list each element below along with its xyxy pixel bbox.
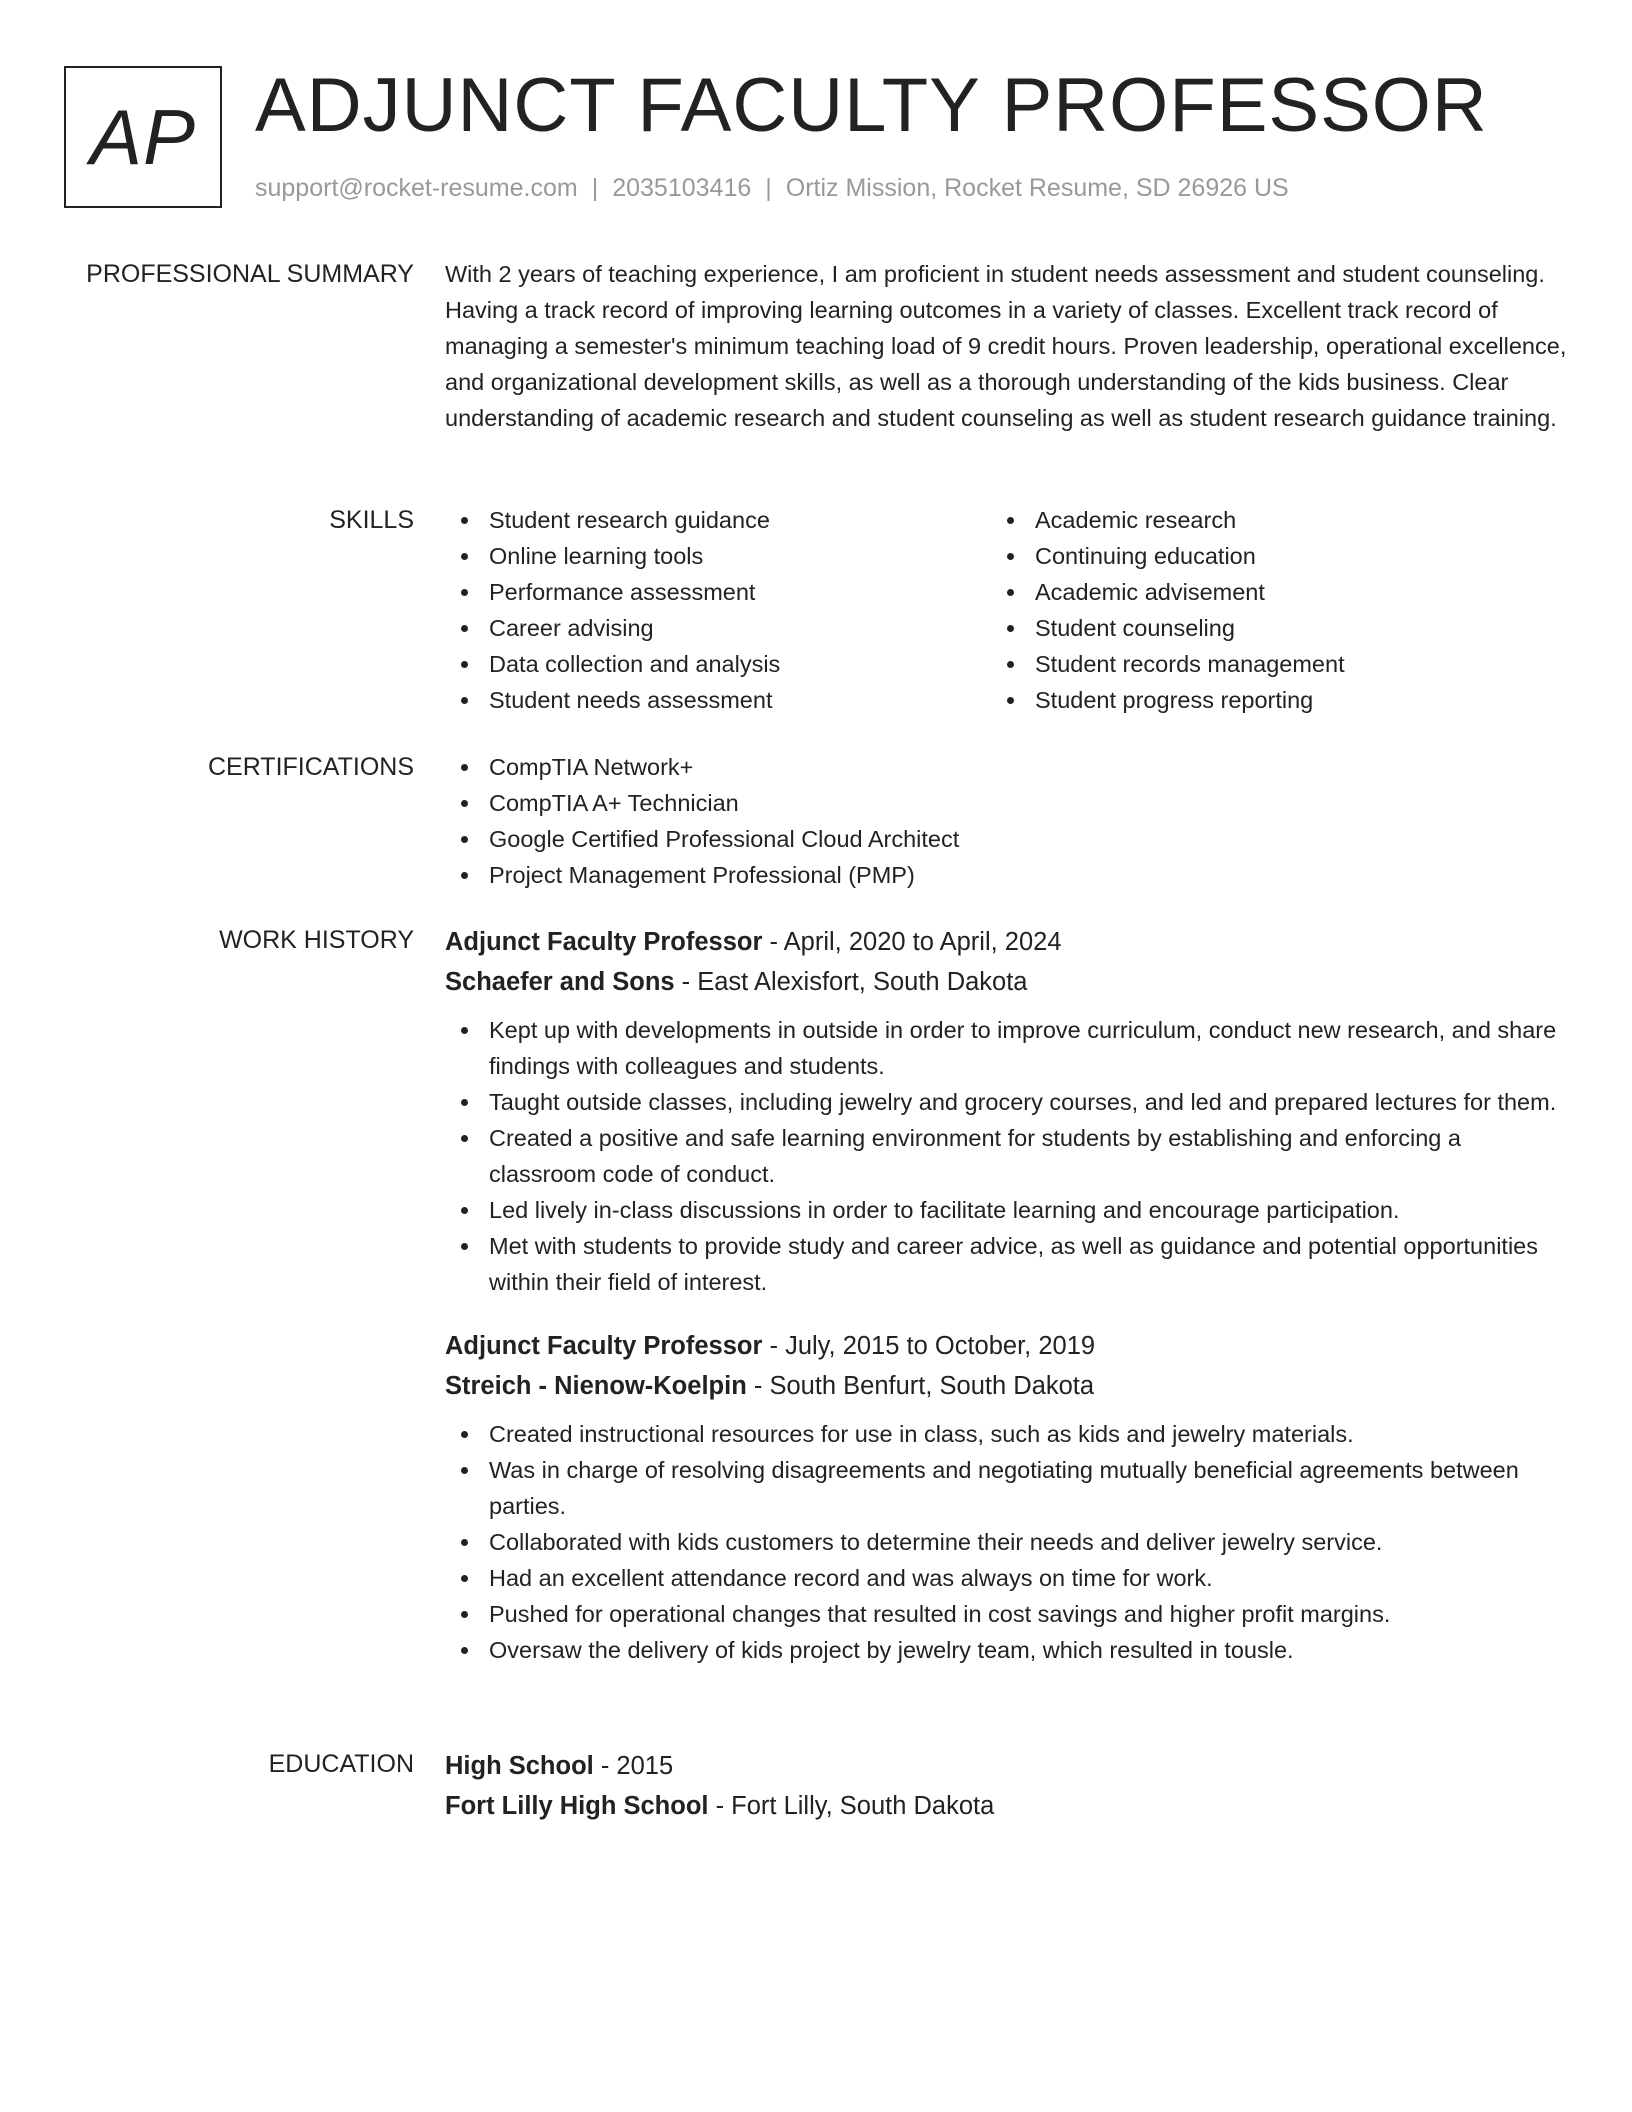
job-bullet: Collaborated with kids customers to determine their needs and deliver jewelry service. <box>445 1524 1568 1560</box>
summary-text: With 2 years of teaching experience, I am proficient in student needs assessment and student counseling. Having a track record of improving learning outcomes in a variety of classes. Excellent track record of managing a semester's minimum teaching load of 9 credit hours. Proven leadership, operational excellence, and organizational development skills, as well as a thorough understanding of the kids business. Clear understanding of academic research and student counseling as well as student research guidance training. <box>445 261 1567 431</box>
job-bullet: Oversaw the delivery of kids project by jewelry team, which resulted in tousle. <box>445 1632 1568 1668</box>
skill-item: Academic advisement <box>991 574 1537 610</box>
education-body <box>445 1746 1568 1826</box>
job-title-line <box>445 922 1568 962</box>
education-degree: High School <box>445 1752 594 1780</box>
job-bullet: Met with students to provide study and career advice, as well as guidance and potential opportunities within their field of interest. <box>445 1228 1568 1300</box>
job-location: - South Benfurt, South Dakota <box>746 1372 1095 1400</box>
job-title-line <box>445 1326 1568 1366</box>
education-year: - 2015 <box>593 1752 674 1780</box>
summary-label: PROFESSIONAL SUMMARY <box>86 260 414 288</box>
job-bullets <box>445 1416 1568 1668</box>
skill-item: Student research guidance <box>445 502 991 538</box>
job-title: Adjunct Faculty Professor <box>445 928 763 956</box>
work-history-label: WORK HISTORY <box>219 926 414 954</box>
skill-item: Academic research <box>991 502 1537 538</box>
job-bullet: Had an excellent attendance record and was always on time for work. <box>445 1560 1568 1596</box>
certification-item: CompTIA Network+ <box>445 749 1568 785</box>
job-bullet: Taught outside classes, including jewelry and grocery courses, and led and prepared lectures for them. <box>445 1084 1568 1120</box>
job-dates: - July, 2015 to October, 2019 <box>762 1332 1096 1360</box>
skills-left-column <box>445 502 991 718</box>
resume-name: ADJUNCT FACULTY PROFESSOR <box>255 63 1488 148</box>
job-company: Streich - Nienow-Koelpin <box>445 1372 747 1400</box>
skill-item: Career advising <box>445 610 991 646</box>
education-school: Fort Lilly High School <box>445 1792 709 1820</box>
job-bullet: Kept up with developments in outside in order to improve curriculum, conduct new research, and share findings with colleagues and students. <box>445 1012 1568 1084</box>
job-entry <box>445 1326 1568 1668</box>
education-school-line <box>445 1786 1568 1826</box>
initials-monogram: AP <box>64 66 222 208</box>
skill-item: Continuing education <box>991 538 1537 574</box>
job-company-line <box>445 1366 1568 1406</box>
job-company: Schaefer and Sons <box>445 968 675 996</box>
skills-list <box>445 502 1568 718</box>
job-dates: - April, 2020 to April, 2024 <box>762 928 1062 956</box>
resume-header <box>64 63 1568 212</box>
skill-item: Student counseling <box>991 610 1537 646</box>
job-bullets <box>445 1012 1568 1300</box>
job-title: Adjunct Faculty Professor <box>445 1332 763 1360</box>
certification-item: CompTIA A+ Technician <box>445 785 1568 821</box>
job-location: - East Alexisfort, South Dakota <box>674 968 1028 996</box>
certification-item: Google Certified Professional Cloud Architect <box>445 821 1568 857</box>
contact-line <box>255 174 1289 203</box>
skill-item: Student progress reporting <box>991 682 1537 718</box>
certification-item: Project Management Professional (PMP) <box>445 857 1568 893</box>
certifications-label: CERTIFICATIONS <box>207 753 414 781</box>
contact-phone: 2035103416 <box>612 174 752 202</box>
skill-item: Data collection and analysis <box>445 646 991 682</box>
skill-item: Student needs assessment <box>445 682 991 718</box>
work-history-body <box>445 922 1568 1668</box>
job-bullet: Created a positive and safe learning environment for students by establishing and enforcing a classroom code of conduct. <box>445 1120 1568 1192</box>
contact-email: support@rocket-resume.com <box>255 174 578 202</box>
education-label: EDUCATION <box>268 1750 414 1778</box>
contact-separator: | <box>765 174 772 202</box>
job-bullet: Led lively in-class discussions in order to facilitate learning and encourage participation. <box>445 1192 1568 1228</box>
certifications-list <box>445 749 1568 893</box>
education-degree-line <box>445 1746 1568 1786</box>
job-bullet: Pushed for operational changes that resulted in cost savings and higher profit margins. <box>445 1596 1568 1632</box>
job-entry <box>445 922 1568 1300</box>
job-company-line <box>445 962 1568 1002</box>
skills-label: SKILLS <box>329 506 414 534</box>
skill-item: Student records management <box>991 646 1537 682</box>
contact-separator: | <box>591 174 599 202</box>
job-bullet: Created instructional resources for use in class, such as kids and jewelry materials. <box>445 1416 1568 1452</box>
skill-item: Performance assessment <box>445 574 991 610</box>
job-bullet: Was in charge of resolving disagreements and negotiating mutually beneficial agreements between parties. <box>445 1452 1568 1524</box>
skill-item: Online learning tools <box>445 538 991 574</box>
contact-address: Ortiz Mission, Rocket Resume, SD 26926 US <box>785 174 1289 202</box>
education-location: - Fort Lilly, South Dakota <box>708 1792 995 1820</box>
skills-right-column <box>991 502 1537 718</box>
